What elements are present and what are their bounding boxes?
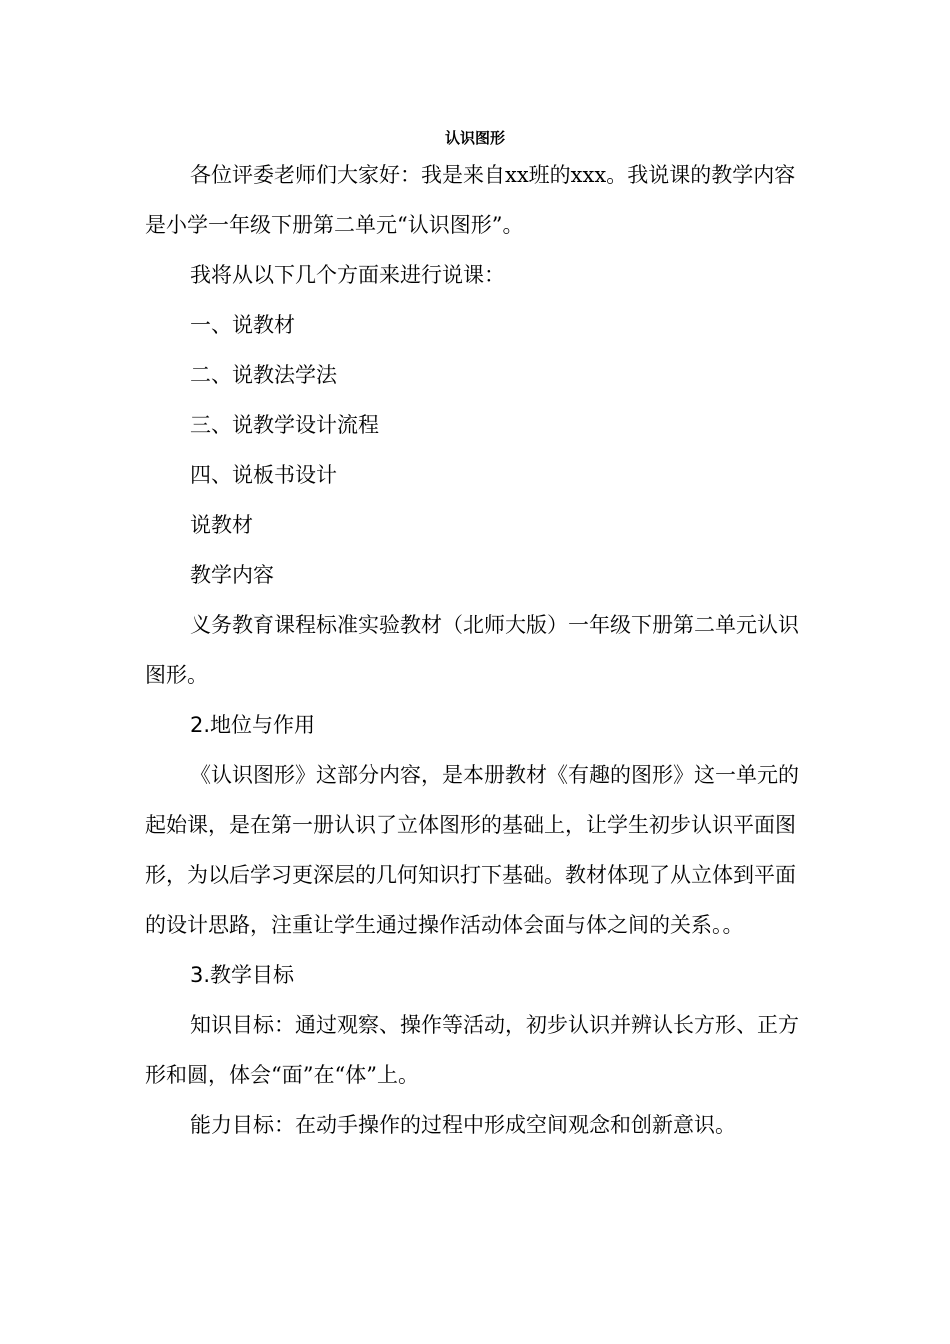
document-body <box>145 150 805 1150</box>
section-heading-textbook: 说教材 <box>190 513 253 537</box>
outline-item-3: 三、说教学设计流程 <box>190 413 379 437</box>
subsection-heading-goals: 3.教学目标 <box>190 963 295 987</box>
paragraph-knowledge-goal: 知识目标：通过观察、操作等活动，初步认识并辨认长方形、正方形和圆，体会“面”在“体”上。 <box>145 1013 799 1087</box>
paragraph-outline-intro: 我将从以下几个方面来进行说课： <box>190 263 505 287</box>
subsection-heading-content: 教学内容 <box>190 563 274 587</box>
outline-item-1: 一、说教材 <box>190 313 295 337</box>
paragraph-ability-goal: 能力目标：在动手操作的过程中形成空间观念和创新意识。 <box>190 1113 736 1137</box>
outline-item-4: 四、说板书设计 <box>190 463 337 487</box>
paragraph-content: 义务教育课程标准实验教材（北师大版）一年级下册第二单元认识图形。 <box>145 613 799 687</box>
subsection-heading-role: 2.地位与作用 <box>190 713 316 737</box>
paragraph-greeting: 各位评委老师们大家好：我是来自xx班的xxx。我说课的教学内容是小学一年级下册第二单元“认识图形”。 <box>145 163 796 237</box>
paragraph-role: 《认识图形》这部分内容，是本册教材《有趣的图形》这一单元的起始课，是在第一册认识了立体图形的基础上，让学生初步认识平面图形，为以后学习更深层的几何知识打下基础。教材体现了从立体到平面的设计思路，注重让学生通过操作活动体会面与体之间的关系。。 <box>145 763 799 937</box>
outline-item-2: 二、说教法学法 <box>190 363 337 387</box>
document-title: 认识图形 <box>444 129 505 147</box>
